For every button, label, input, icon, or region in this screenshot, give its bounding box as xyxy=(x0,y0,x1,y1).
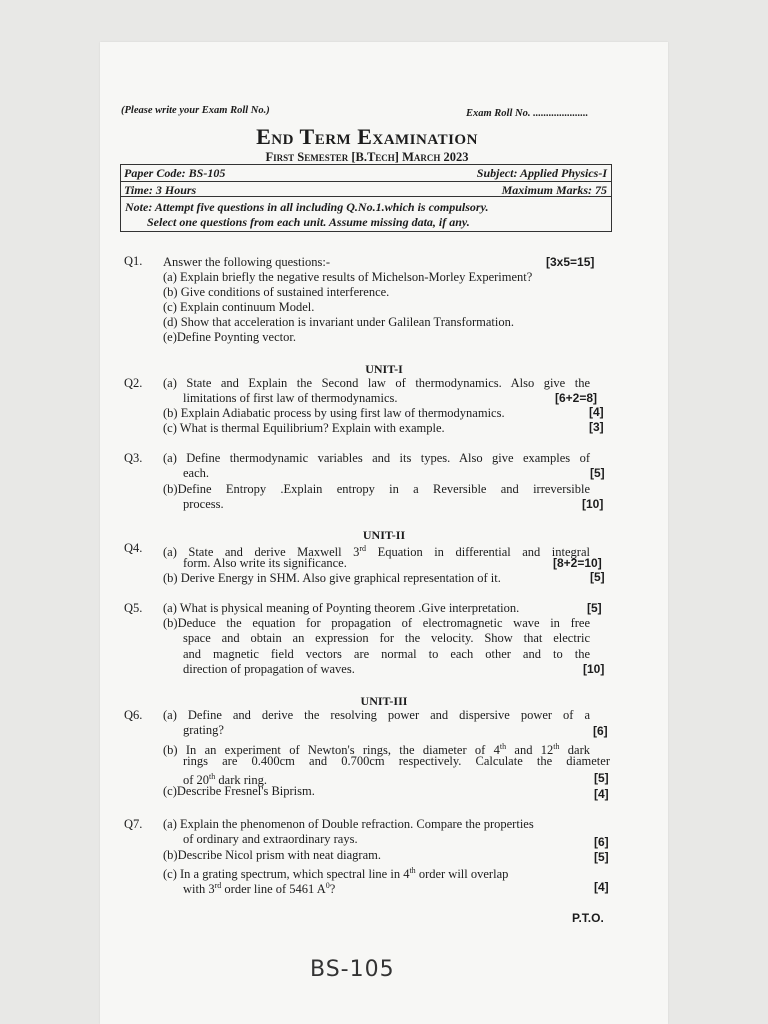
sub-question-c-cont: with 3rd order line of 5461 $A^0$? xyxy=(183,881,336,897)
marks: [3x5=15] xyxy=(546,255,595,269)
marks: [6] xyxy=(593,724,608,738)
marks: [10] xyxy=(582,497,604,511)
marks: [5] xyxy=(590,466,605,480)
instructions-line-2: Select one questions from each unit. Assume missing data, if any. xyxy=(147,215,470,229)
question-number: Q1. xyxy=(124,254,143,268)
sub-question-b-cont: process. xyxy=(183,497,224,511)
exam-title: End Term Examination xyxy=(256,124,478,149)
marks: [4] xyxy=(594,880,609,894)
question-number: Q2. xyxy=(124,376,143,390)
handwritten-code: BS-105 xyxy=(310,957,395,982)
instructions-line-1: Note: Attempt five questions in all including Q.No.1.which is compulsory. xyxy=(125,200,489,214)
sub-question-a: (a) Define thermodynamic variables and its types. Also give examples of xyxy=(163,451,590,465)
page-turn-note: P.T.O. xyxy=(572,911,604,925)
roll-note: (Please write your Exam Roll No.) xyxy=(121,105,270,116)
unit-heading: UNIT-III xyxy=(360,694,408,708)
question-stem: Answer the following questions:- xyxy=(163,255,330,269)
sub-question-b-cont: of 20th dark ring. xyxy=(183,772,268,788)
marks: [10] xyxy=(583,662,605,676)
marks: [4] xyxy=(589,405,604,419)
sub-question-c: (c) What is thermal Equilibrium? Explain with example. xyxy=(163,421,445,435)
paper-code: Paper Code: BS-105 xyxy=(124,166,226,180)
sub-question-d: (d) Show that acceleration is invariant under Galilean Transformation. xyxy=(163,315,514,329)
sub-question-b-cont: direction of propagation of waves. xyxy=(183,662,355,676)
sub-question-a-cont: form. Also write its significance. xyxy=(183,556,347,570)
marks: [5] xyxy=(590,570,605,584)
sub-question-e: (e)Define Poynting vector. xyxy=(163,330,296,344)
sub-question-b: (b) Derive Energy in SHM. Also give graphical representation of it. xyxy=(163,571,501,585)
sub-question-a: (a) State and Explain the Second law of thermodynamics. Also give the xyxy=(163,376,590,390)
sub-question-c: (c) Explain continuum Model. xyxy=(163,300,315,314)
marks: [4] xyxy=(594,787,609,801)
sub-question-b: (b)Deduce the equation for propagation of electromagnetic wave in free xyxy=(163,616,590,630)
roll-number-field: Exam Roll No. ..................... xyxy=(466,108,589,119)
sub-question-a: (a) What is physical meaning of Poynting theorem .Give interpretation. xyxy=(163,601,520,615)
sub-question-b: (b) In an experiment of Newton's rings, the diameter of 4th and 12th dark xyxy=(163,742,590,758)
sub-question-a-cont: of ordinary and extraordinary rays. xyxy=(183,832,358,846)
marks: [6] xyxy=(594,835,609,849)
sub-question-a-cont: grating? xyxy=(183,723,224,737)
sub-question-a: (a) Explain the phenomenon of Double refraction. Compare the properties xyxy=(163,817,534,831)
time-allowed: Time: 3 Hours xyxy=(124,183,197,197)
sub-question-a: (a) Explain briefly the negative results of Michelson-Morley Experiment? xyxy=(163,270,533,284)
sub-question-b: (b)Define Entropy .Explain entropy in a Reversible and irreversible xyxy=(163,482,590,496)
semester-line: First Semester [B.Tech] March 2023 xyxy=(265,150,469,164)
marks: [5] xyxy=(587,601,602,615)
question-number: Q4. xyxy=(124,541,143,555)
sub-question-b-cont: space and obtain an expression for the velocity. Show that electric xyxy=(183,631,590,645)
paper-info-box xyxy=(120,164,612,197)
question-number: Q5. xyxy=(124,601,143,615)
unit-heading: UNIT-II xyxy=(362,528,406,542)
sub-question-b: (b) Explain Adiabatic process by using first law of thermodynamics. xyxy=(163,406,505,420)
sub-question-a: (a) Define and derive the resolving power and dispersive power of a xyxy=(163,708,590,722)
maximum-marks: Maximum Marks: 75 xyxy=(501,183,607,197)
instructions-box xyxy=(120,196,612,232)
sub-question-c: (c) In a grating spectrum, which spectral line in 4th order will overlap xyxy=(163,866,509,882)
sub-question-b: (b) Give conditions of sustained interference. xyxy=(163,285,390,299)
marks: [6+2=8] xyxy=(555,391,598,405)
unit-heading: UNIT-I xyxy=(365,362,403,376)
sub-question-c: (c)Describe Fresnel's Biprism. xyxy=(163,784,315,798)
subject: Subject: Applied Physics-I xyxy=(476,166,607,180)
sub-question-b-cont: rings are 0.400cm and 0.700cm respectively. Calculate the diameter xyxy=(183,754,610,768)
marks: [5] xyxy=(594,850,609,864)
sub-question-a-cont: each. xyxy=(183,466,210,480)
sub-question-b: (b)Describe Nicol prism with neat diagram. xyxy=(163,848,381,862)
marks: [5] xyxy=(594,771,609,785)
sub-question-a: (a) State and derive Maxwell 3rd Equation in differential and integral xyxy=(163,544,590,560)
question-number: Q7. xyxy=(124,817,143,831)
sub-question-b-cont: and magnetic field vectors are normal to each other and to the xyxy=(183,647,590,661)
marks: [3] xyxy=(589,420,604,434)
question-number: Q3. xyxy=(124,451,143,465)
marks: [8+2=10] xyxy=(553,556,602,570)
question-number: Q6. xyxy=(124,708,143,722)
sub-question-a-cont: limitations of first law of thermodynamics. xyxy=(183,391,398,405)
